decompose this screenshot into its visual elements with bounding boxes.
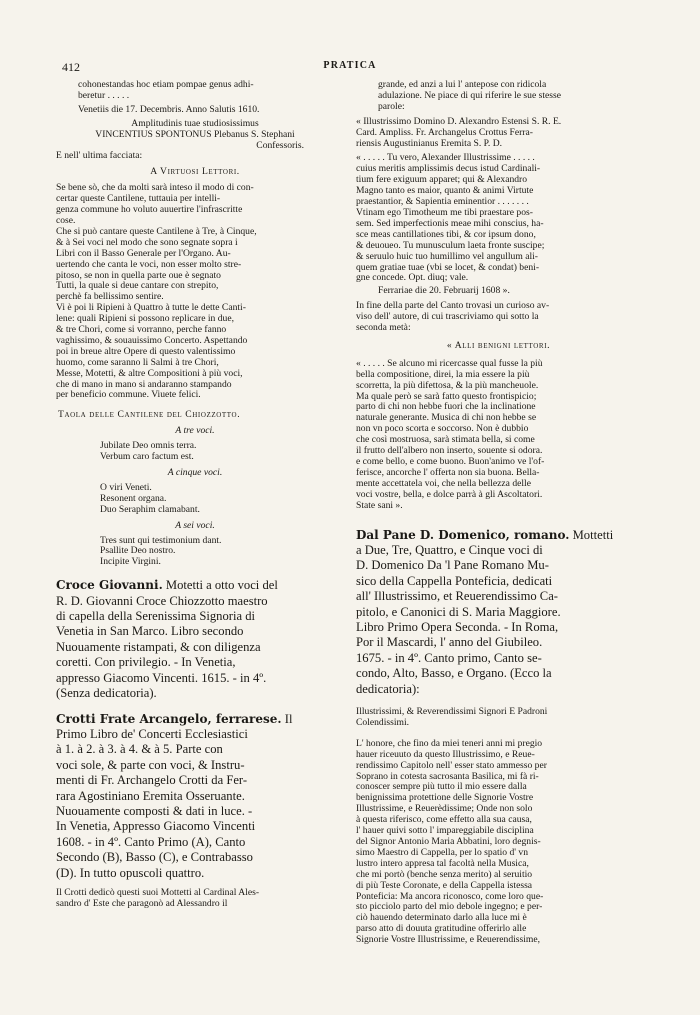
text-line: Soprano in cotesta sacrosanta Basilica, mi fà ri- xyxy=(356,770,539,782)
page-number: 412 xyxy=(62,60,80,74)
text-line: che mi portò (benche senza merito) al seruitio xyxy=(356,868,533,880)
section-heading: « Alli benigni lettori. xyxy=(446,339,551,351)
text-line: « . . . . . Se alcuno mi ricercasse qual fusse la più xyxy=(356,357,543,369)
text-line: à 1. à 2. à 3. à 4. & à 5. Parte con xyxy=(56,742,223,757)
left-column xyxy=(56,80,334,910)
quote xyxy=(356,153,641,284)
list-item: Resonent organa. xyxy=(100,492,167,504)
text-line: del Signor Antonio Maria Abbatini, loro degnis- xyxy=(356,835,541,847)
text-line: genza commune ho voluto auuertire l'infrascritte xyxy=(56,204,243,216)
text-line: cohonestandas hoc etiam pompae genus adhi- xyxy=(78,79,254,90)
paragraph xyxy=(56,888,334,910)
text-line: R. D. Giovanni Croce Chiozzotto maestro xyxy=(56,593,268,608)
paragraph xyxy=(56,183,334,227)
text-line: hauer riceuuto da questo Illustrissimo, e Reue- xyxy=(356,748,535,760)
text-line: Illustrissime, e Reuerèdissime; Onde non solo xyxy=(356,803,533,815)
quote xyxy=(356,117,641,150)
section-heading: A Virtuosi Lettori. xyxy=(150,166,240,178)
text-line: voci sole, & parte con voci, & Instru- xyxy=(56,757,245,772)
text-line: praestantior, & Sapientia eminentior . . . . . . . xyxy=(356,196,529,208)
text-line: riensis Augustinianus Eremita S. P. D. xyxy=(356,137,503,149)
text-line: all' Illustrissimo, et Reuerendissimo Ca- xyxy=(356,589,558,604)
text-line: & tre Chori, come si vorranno, perche fanno xyxy=(56,324,227,336)
text-line: perchè fa bellissimo sentire. xyxy=(56,291,164,303)
text-line: cuius meritis amplissimis decus istud Cardinali- xyxy=(356,163,541,175)
text-line: « Illustrissimo Domino D. Alexandro Estensi S. R. E. xyxy=(356,115,562,127)
paragraph xyxy=(356,80,641,113)
text-line: simo Maestro di Cappella, per lo spatio d' vn xyxy=(356,846,528,858)
text-line: Libro Primo Opera Seconda. - In Roma, xyxy=(356,619,559,634)
voice-heading: A sei voci. xyxy=(175,519,215,531)
text-line: menti di Fr. Archangelo Crotti da Fer- xyxy=(56,773,248,788)
text-line: parso atto di douuta gratitudine offerirlo alle xyxy=(356,923,527,935)
text-line: sandro d' Este che paragonò ad Alessandro il xyxy=(56,897,228,909)
text-line: quem gratiae tuae (vbi se locet, & condat) beni- xyxy=(356,261,540,273)
text-line: grande, ed anzi a lui l' antepose con ridicola xyxy=(378,79,547,90)
piece-list xyxy=(56,483,334,516)
text-line: gne concede. Opt. diuq; vale. xyxy=(356,272,469,284)
text-line: di più Teste Coronate, e della Cappella istessa xyxy=(356,879,533,891)
text-line: Venetiis die 17. Decembris. Anno Salutis 1610. xyxy=(78,103,260,115)
text-line: Primo Libro de' Concerti Ecclesiastici xyxy=(56,726,248,741)
list-item: Jubilate Deo omnis terra. xyxy=(100,440,197,452)
text-line: sto picciolo parto del mio debole ingegno; e per- xyxy=(356,901,543,913)
text-line: certar queste Cantilene, tuttauia per intelli- xyxy=(56,193,221,205)
paragraph xyxy=(56,303,334,401)
entry-name: Dal Pane D. Domenico, romano. xyxy=(356,527,570,542)
dedication-text xyxy=(356,739,641,946)
text-line: Il xyxy=(284,711,293,726)
text-line: lene: quali Ripieni si possono replicare in due, xyxy=(56,313,234,325)
text-line: Secondo (B), Basso (C), e Contrabasso xyxy=(56,850,253,865)
text-line: 1608. - in 4º. Canto Primo (A), Canto xyxy=(56,834,246,849)
text-line: pitoso, se non in quella parte oue è segnato xyxy=(56,269,221,281)
text-line: mente accettatela voi, che nella bellezza delle xyxy=(356,477,531,489)
entry-name: Crotti Frate Arcangelo, ferrarese. xyxy=(56,711,282,726)
text-line: State sani ». xyxy=(356,499,403,511)
text-line: naturale generante. Musica di chi non hebbe se xyxy=(356,412,537,424)
piece-list xyxy=(56,536,334,569)
text-line: sico della Cappella Ponteficia, dedicati xyxy=(356,573,553,588)
text-line: In Venetia, Appresso Giacomo Vincenti xyxy=(56,819,256,834)
text-line: à questa riferisco, come effetto alla sua causa, xyxy=(356,814,532,826)
text-line: voci vostre, bella, e dolce parrà à gli Ascoltatori. xyxy=(356,488,543,500)
text-line: L' honore, che fino da miei teneri anni mi pregio xyxy=(356,737,543,749)
text-line: sem. Sed imperfectionis meae mihi conscius, ha- xyxy=(356,217,544,229)
paragraph xyxy=(56,227,334,303)
text-line: lustro intero appresa tal facoltà nella Musica, xyxy=(356,857,529,869)
voice-heading: A cinque voci. xyxy=(167,467,223,478)
paragraph xyxy=(356,301,641,334)
text-line: & deuoueo. Tu munusculum laeta fronte suscipe; xyxy=(356,239,545,251)
text-line: Colendissimi. xyxy=(356,716,410,728)
text-line: Illustrissimi, & Reverendissimi Signori E Padroni xyxy=(356,706,548,717)
text-line: rara Agostiniano Eremita Osseruante. xyxy=(56,788,245,803)
list-item: Verbum caro factum est. xyxy=(100,451,194,463)
text-line: l' hauer quivi sotto l' impareggiabile disciplina xyxy=(356,825,534,837)
text-line: il frutto dell'albero non inserto, souente si odora. xyxy=(356,445,543,457)
text-line: a Due, Tre, Quattro, e Cinque voci di xyxy=(356,542,543,557)
text-line: (D). In tutto opuscoli quattro. xyxy=(56,865,205,880)
text-line: (Senza dedicatoria). xyxy=(56,686,157,701)
text-line: Il Crotti dedicò questi suoi Mottetti al Cardinal Ales- xyxy=(56,886,260,898)
text-line: coretti. Con privilegio. - In Venetia, xyxy=(56,655,236,670)
text-line: Ma quale però se sarà fatto questo frontispicio; xyxy=(356,390,537,402)
text-line: Nuouamente composti & dati in luce. - xyxy=(56,803,253,818)
text-line: Se bene sò, che da molti sarà inteso il modo di con- xyxy=(56,182,254,194)
text-line: dedicatoria): xyxy=(356,681,420,696)
text-line: che così mostruosa, sarà stimata bella, si come xyxy=(356,434,535,446)
text-line: per beneficio commune. Viuete felici. xyxy=(56,389,201,401)
text-line: cose. xyxy=(56,214,76,226)
text-line: In fine della parte del Canto trovasi un curioso av- xyxy=(356,300,550,312)
text-line: benignissima protettione delle Signorie Vostre xyxy=(356,792,534,804)
catalog-entry-crotti xyxy=(56,712,334,881)
page-header xyxy=(0,60,700,76)
text-line: Por il Mascardi, l' anno del Giubileo. xyxy=(356,635,543,650)
text-line: Nuouamente ristampati, & con diligenza xyxy=(56,639,261,654)
text-line: viso dell' autore, di cui trascriviamo qui sotto la xyxy=(356,311,539,323)
text-line: e come bello, e come buono. Buon'animo ve l'of- xyxy=(356,456,545,467)
text-line: vaghissimo, & souauissimo Concerto. Aspettando xyxy=(56,334,248,346)
text-line: Card. Ampliss. Fr. Archangelus Crottus Ferra- xyxy=(356,126,533,138)
text-line: Signorie Vostre Illustrissime, e Reuerendissime, xyxy=(356,934,541,946)
text-line: Confessoris. xyxy=(256,139,304,151)
text-line: seconda metà: xyxy=(356,322,411,334)
text-line: huomo, come saranno li Salmi à tre Chori, xyxy=(56,356,219,368)
running-title: PRATICA xyxy=(323,60,377,71)
catalog-entry-croce xyxy=(56,578,334,701)
list-item: Incipite Virgini. xyxy=(100,556,161,568)
text-line: Motetti a otto voci del xyxy=(165,578,278,593)
text-line: bella compositione, direi, la mia essere la più xyxy=(356,368,530,380)
text-line: Che si può cantare queste Cantilene à Tre, à Cinque, xyxy=(56,225,257,237)
text-line: Magno tanto es maior, quanto & animi Virtute xyxy=(356,185,534,197)
text-line: scorretta, la più difettosa, & la più mancheuole. xyxy=(356,379,539,391)
text-line: Venetia in San Marco. Libro secondo xyxy=(56,624,244,639)
dedication-heading xyxy=(356,707,641,729)
text-line: Mottetti xyxy=(572,527,614,542)
text-line: appresso Giacomo Vincenti. 1615. - in 4º. xyxy=(56,670,267,685)
text-line: VINCENTIUS SPONTONUS Plebanus S. Stephani xyxy=(95,128,295,140)
text-line: conoscer sempre più tutto il mio essere dalla xyxy=(356,781,527,793)
list-item: O viri Veneti. xyxy=(100,481,152,493)
text-line: tium fere exiguum apparet; qui & Alexandro xyxy=(356,174,528,186)
voice-heading: A tre voci. xyxy=(175,425,215,437)
text-line: pitolo, e Canonici di S. Maria Maggiore. xyxy=(356,604,561,619)
list-item: Duo Seraphim clamabant. xyxy=(100,503,200,515)
text-line: & à Sei voci nel modo che sono segnate sopra i xyxy=(56,236,238,248)
text-line: ferisce, ancorche l' offerta non sia buona. Bella- xyxy=(356,466,540,478)
text-line: Amplitudinis tuae studiosissimus xyxy=(131,117,259,129)
text-line: & seruulo huic tuo humillimo vel angullum ali- xyxy=(356,250,538,262)
text-line: uertendo che canta le voci, non esser molto stre- xyxy=(56,258,242,270)
text-line: di capella della Serenissima Signoria di xyxy=(56,609,255,624)
piece-list xyxy=(56,441,334,463)
text-line: Vi è poi li Ripieni à Quattro à tutte le dette Canti- xyxy=(56,302,246,314)
text-line: Messe, Motetti, & altre Compositioni à più voci, xyxy=(56,367,243,379)
text-line: parto di chi non hebbe fuori che la inclinatione xyxy=(356,401,536,413)
text-line: Ponteficia: Ma ancora riconosco, come loro que- xyxy=(356,890,544,902)
right-column xyxy=(356,80,641,946)
text-line: adulazione. Ne piace di qui riferire le sue stesse xyxy=(378,89,562,101)
list-item: Tres sunt qui testimonium dant. xyxy=(100,534,222,546)
text-line: condo, Alto, Basso, e Organo. (Ecco la xyxy=(356,666,552,681)
text-line: sce meas cantillationes tibi, & cor ipsum dono, xyxy=(356,228,536,240)
text-line: Ferrariae die 20. Februarij 1608 ». xyxy=(378,285,510,297)
text-line: ciò hauendo determinato darlo alla luce mi è xyxy=(356,912,527,924)
text-line: 1675. - in 4º. Canto primo, Canto se- xyxy=(356,650,542,665)
text-line: « . . . . . Tu vero, Alexander Illustrissime . . . . . xyxy=(356,152,535,164)
text-line: E nell' ultima facciata: xyxy=(56,150,143,162)
quote xyxy=(356,359,641,512)
list-item: Psallite Deo nostro. xyxy=(100,545,176,557)
text-line: poi in breue altre Opere di questo valentissimo xyxy=(56,345,236,357)
text-line: Vtinam ego Timotheum me tibi praestare pos- xyxy=(356,206,533,218)
table-title: Taola delle Cantilene del Chiozzotto. xyxy=(58,409,241,421)
text-line: beretur . . . . . xyxy=(78,89,130,101)
text-line: Libri con il Basso Generale per l'Organo. Au- xyxy=(56,247,231,259)
text-line: D. Domenico Da 'l Pane Romano Mu- xyxy=(356,558,549,573)
text-line: rendissimo Capitolo nell' esser stato ammesso per xyxy=(356,759,547,771)
text-line: non vn poco scorta e soccorso. Non è dubbio xyxy=(356,423,529,435)
entry-name: Croce Giovanni. xyxy=(56,578,163,593)
text-line: che di mano in mano si andaranno stampando xyxy=(56,378,232,390)
text-line: parole: xyxy=(378,100,405,112)
text-line: Tutti, la quale si deue cantare con strepito, xyxy=(56,280,219,292)
catalog-entry-dal-pane xyxy=(356,528,641,697)
